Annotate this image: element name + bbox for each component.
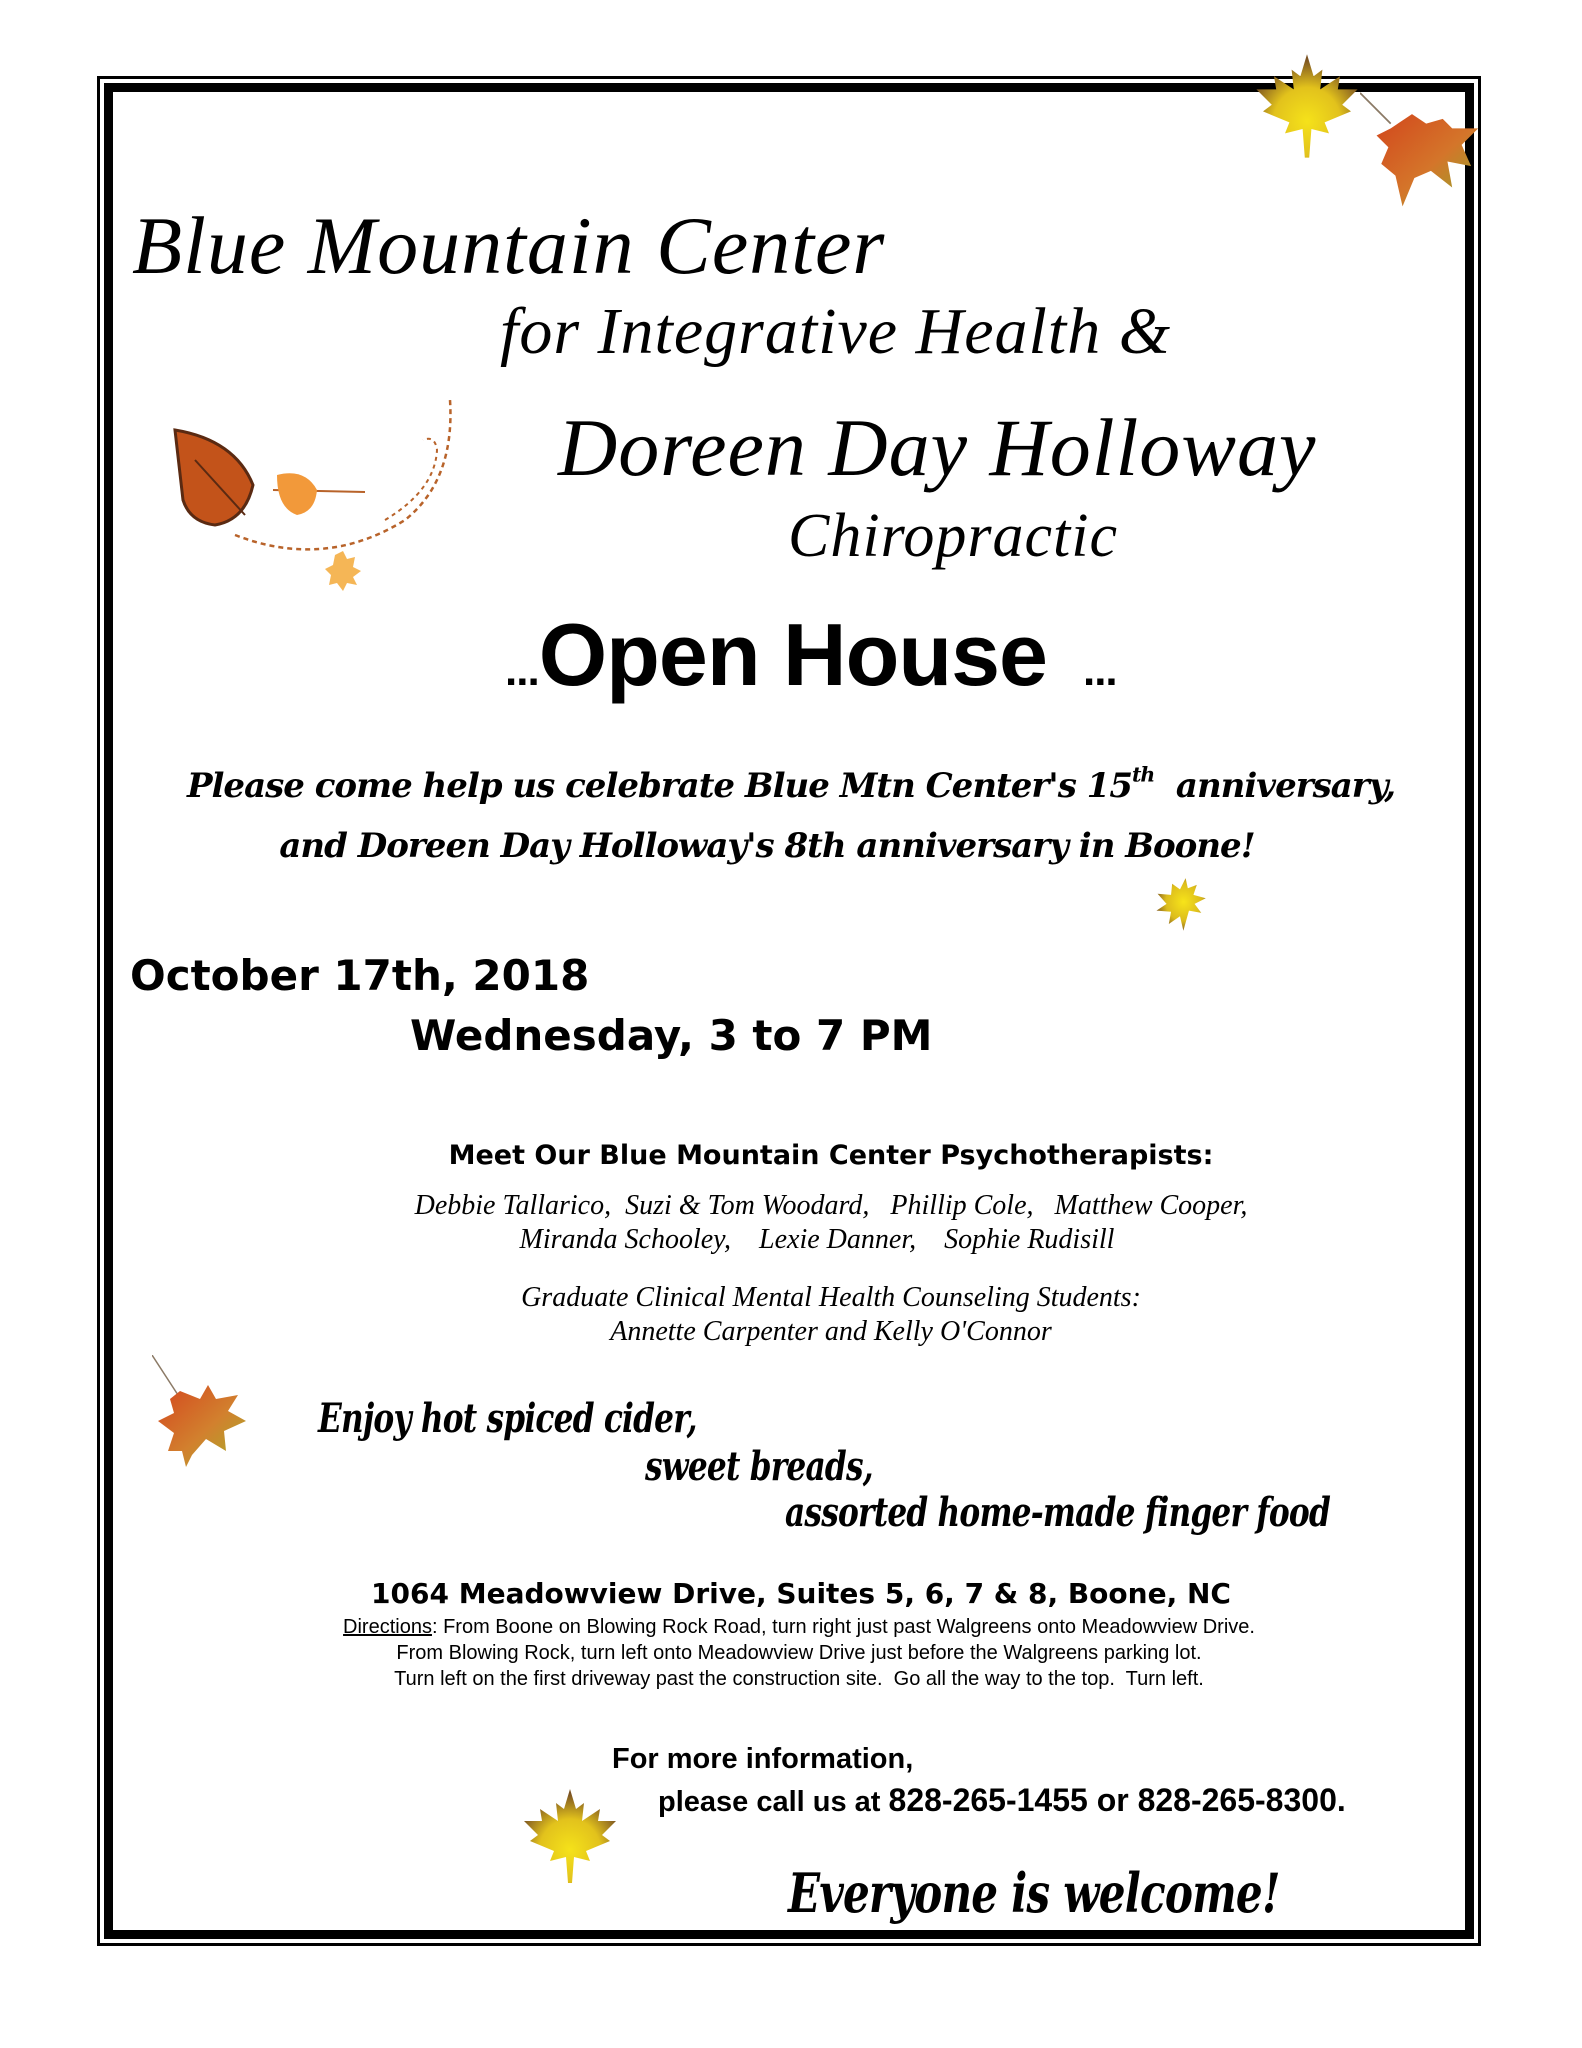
student-names: Annette Carpenter and Kelly O'Connor [610, 1316, 1052, 1347]
red-maple-leaf-icon [1360, 92, 1490, 212]
event-time: Wednesday, 3 to 7 PM [410, 1011, 933, 1060]
directions-line-3: Turn left on the first driveway past the construction site. Go all the way to the top. Turn left. [394, 1668, 1204, 1690]
contact-period: . [1336, 1782, 1346, 1818]
psychotherapist-names-line-2: Miranda Schooley, Lexie Danner, Sophie Rudisill [519, 1224, 1115, 1255]
address: 1064 Meadowview Drive, Suites 5, 6, 7 & 8, Boone, NC [371, 1577, 1231, 1610]
bottom-maple-leaf-icon [517, 1787, 623, 1887]
superscript-th: th [1131, 762, 1155, 787]
ellipsis-right: ... [1082, 646, 1117, 695]
center-subtitle-heading: for Integrative Health & [500, 295, 1172, 368]
center-name-heading: Blue Mountain Center [132, 200, 886, 291]
refreshments-line-1: Enjoy hot spiced cider, [318, 1395, 697, 1442]
refreshments-line-3: assorted home-made finger food [785, 1489, 1330, 1536]
phone-number-2[interactable]: 828-265-8300 [1137, 1782, 1337, 1818]
invitation-line-1-text: Please come help us celebrate Blue Mtn Center's 15 [186, 766, 1132, 806]
invitation-line-1 [0, 758, 1582, 814]
chiropractic-subtitle: Chiropractic [788, 502, 1119, 570]
ellipsis-left: ... [505, 646, 539, 695]
yellow-maple-leaf-icon [1252, 52, 1362, 162]
open-house-label: Open House [538, 605, 1047, 704]
contact-call-prefix: please call us at [658, 1786, 889, 1818]
autumn-leaves-swirl-icon [165, 390, 455, 600]
directions-line-1-text: : From Boone on Blowing Rock Road, turn right just past Walgreens onto Meadowview Drive. [431, 1616, 1255, 1638]
event-date: October 17th, 2018 [130, 951, 590, 1000]
open-house-title [505, 600, 1117, 726]
welcome-message: Everyone is welcome! [788, 1861, 1280, 1925]
small-maple-leaf-icon [1152, 872, 1208, 938]
directions-label: Directions [343, 1616, 432, 1638]
students-heading: Graduate Clinical Mental Health Counseling Students: [521, 1282, 1141, 1313]
contact-line-1: For more information, [612, 1743, 914, 1775]
chiropractor-name-heading: Doreen Day Holloway [558, 402, 1317, 493]
directions-line-2: From Blowing Rock, turn left onto Meadowview Drive just before the Walgreens parking lot. [396, 1642, 1202, 1664]
refreshments-line-2: sweet breads, [645, 1443, 873, 1490]
invitation-line-2: and Doreen Day Holloway's 8th anniversary in Boone! [279, 826, 1255, 866]
directions-line-1 [8, 1614, 1582, 1640]
phone-number-1[interactable]: 828-265-1455 [888, 1782, 1088, 1818]
psychotherapists-heading: Meet Our Blue Mountain Center Psychotherapists: [448, 1140, 1214, 1171]
contact-line-2 [658, 1780, 1346, 1822]
falling-maple-leaf-icon [152, 1355, 252, 1470]
psychotherapist-names-line-1: Debbie Tallarico, Suzi & Tom Woodard, Phillip Cole, Matthew Cooper, [414, 1190, 1248, 1221]
contact-or: or [1087, 1782, 1138, 1818]
invitation-line-1-end: anniversary, [1175, 766, 1396, 806]
